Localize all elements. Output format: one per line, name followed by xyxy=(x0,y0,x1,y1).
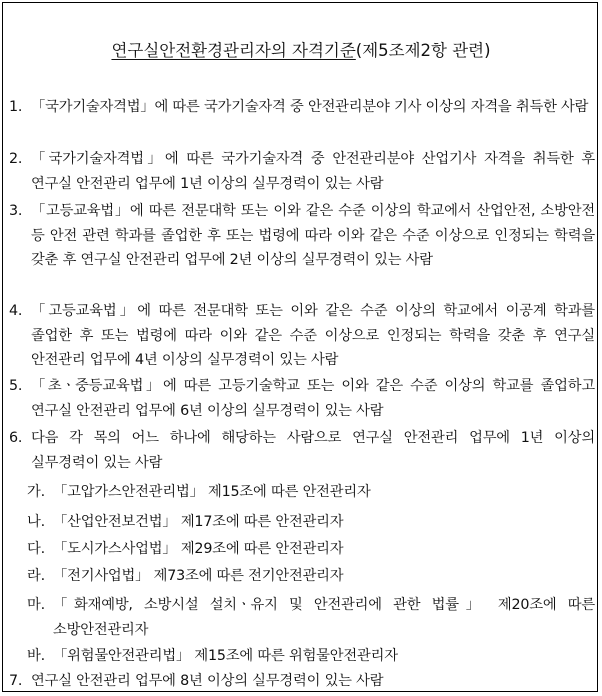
item-number: 4. xyxy=(9,303,23,319)
document-frame xyxy=(2,2,598,692)
criteria-item-2 xyxy=(9,147,595,196)
item-text: 「초ㆍ중등교육법」에 따른 고등기술학교 또는 이와 같은 수준 이상의 학교를 졸업하고 연구실 안전관리 업무에 6년 이상의 실무경력이 있는 사람 xyxy=(31,378,595,419)
item-text: 「고등교육법」에 따른 전문대학 또는 이와 같은 수준 이상의 학교에서 산업안전, 소방안전 등 안전 관련 학과를 졸업한 후 또는 법령에 따라 이와 같은 수준 이상으로 인정되는 학력을 갖춘 후 연구실 안전관리 업무에 2년 이상의 실무경력이 있는 사람 xyxy=(31,203,595,268)
subitem-number: 다. xyxy=(27,541,45,557)
item-text: 다음 각 목의 어느 하나에 해당하는 사람으로 연구실 안전관리 업무에 1년 이상의 실무경력이 있는 사람 xyxy=(31,430,595,471)
subitem-number: 바. xyxy=(27,648,45,664)
criteria-item-3 xyxy=(9,199,595,273)
subitem-text: 「산업안전보건법」 제17조에 따른 안전관리자 xyxy=(53,514,344,530)
item-text: 「국가기술자격법」에 따른 국가기술자격 중 안전관리분야 산업기사 자격을 취득한 후 연구실 안전관리 업무에 1년 이상의 실무경력이 있는 사람 xyxy=(31,151,595,192)
subitem-number: 라. xyxy=(27,568,45,584)
criteria-subitem-da xyxy=(13,537,595,562)
criteria-subitem-ra xyxy=(13,564,595,589)
title-suffix: (제5조제2항 관련) xyxy=(355,41,491,60)
item-number: 6. xyxy=(9,430,23,446)
criteria-item-4 xyxy=(9,299,595,373)
item-number: 5. xyxy=(9,378,23,394)
item-text: 「국가기술자격법」에 따른 국가기술자격 중 안전관리분야 기사 이상의 자격을 취득한 사람 xyxy=(31,99,589,115)
item-number: 1. xyxy=(9,99,23,115)
subitem-text: 「도시가스사업법」 제29조에 따른 안전관리자 xyxy=(53,541,344,557)
item-text: 「고등교육법」에 따른 전문대학 또는 이와 같은 수준 이상의 학교에서 이공계 학과를 졸업한 후 또는 법령에 따라 이와 같은 수준 이상으로 인정되는 학력을 갖춘 후 연구실 안전관리 업무에 4년 이상의 실무경력이 있는 사람 xyxy=(31,303,595,368)
criteria-item-5 xyxy=(9,374,595,423)
item-number: 3. xyxy=(9,203,23,219)
criteria-subitem-ga xyxy=(13,480,595,505)
subitem-number: 마. xyxy=(27,597,45,613)
subitem-text: 「전기사업법」 제73조에 따른 전기안전관리자 xyxy=(53,568,344,584)
subitem-number: 가. xyxy=(27,484,45,500)
subitem-text: 「화재예방, 소방시설 설치ㆍ유지 및 안전관리에 관한 법률」 제20조에 따른 소방안전관리자 xyxy=(53,597,595,638)
criteria-item-7 xyxy=(9,669,595,694)
subitem-text: 「위험물안전관리법」 제15조에 따른 위험물안전관리자 xyxy=(53,648,398,664)
subitem-text: 「고압가스안전관리법」 제15조에 따른 안전관리자 xyxy=(53,484,371,500)
criteria-subitem-ba xyxy=(13,644,595,669)
criteria-subitem-ma xyxy=(13,593,595,642)
subitem-number: 나. xyxy=(27,514,45,530)
item-number: 2. xyxy=(9,151,23,167)
item-number: 7. xyxy=(9,673,23,689)
title-main: 연구실안전환경관리자의 자격기준 xyxy=(111,41,356,60)
criteria-item-1 xyxy=(9,95,595,120)
criteria-item-6 xyxy=(9,426,595,475)
criteria-subitem-na xyxy=(13,510,595,535)
item-text: 연구실 안전관리 업무에 8년 이상의 실무경력이 있는 사람 xyxy=(31,673,384,689)
document-title xyxy=(3,40,599,62)
